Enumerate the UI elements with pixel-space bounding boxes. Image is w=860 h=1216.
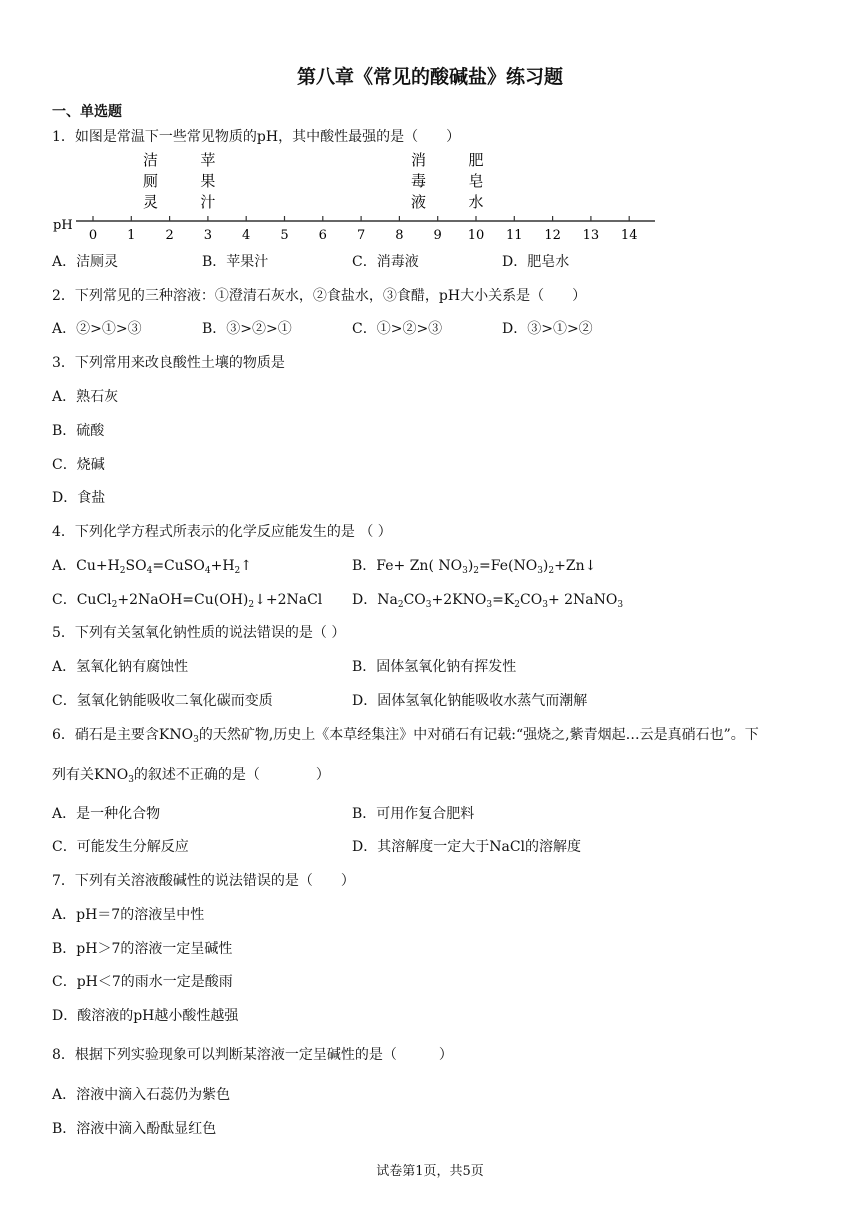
q1-option-b: B．苹果汁 — [202, 254, 269, 270]
formula-subscript: 3 — [462, 566, 468, 576]
ph-ticks — [89, 216, 638, 243]
question-4-stem: 4．下列化学方程式所表示的化学反应能发生的是 （ ） — [52, 524, 392, 540]
ph-marker-label: 灵 — [142, 193, 158, 211]
q5-option-c: C．氢氧化钠能吸收二氧化碳而变质 — [52, 693, 273, 709]
q7-option-c: C．pH＜7的雨水一定是酸雨 — [52, 974, 233, 990]
q4-option-c: C．$CuCl_2+2NaOH=Cu(OH)_2↓+2NaCl$ — [52, 592, 323, 610]
ph-marker-label: 肥 — [468, 151, 484, 169]
ph-tick-label: 2 — [165, 228, 174, 243]
ph-marker-label: 果 — [200, 172, 216, 190]
question-2-stem: 2．下列常见的三种溶液：①澄清石灰水，②食盐水，③食醋，pH大小关系是（ ） — [52, 288, 587, 304]
ph-tick-label: 5 — [280, 228, 289, 243]
page-footer: 试卷第1页，共5页 — [376, 1164, 484, 1179]
question-6-stem-line2: 列有关$KNO_3$的叙述不正确的是（ ） — [52, 767, 330, 785]
q6-option-b: B．可用作复合肥料 — [352, 806, 475, 822]
q3-option-c: C．烧碱 — [52, 457, 105, 473]
formula-subscript: 2 — [248, 600, 255, 610]
ph-tick-label: 9 — [433, 228, 442, 243]
formula-subscript: 4 — [204, 566, 211, 576]
ph-tick-label: 8 — [395, 228, 404, 243]
section-heading: 一、单选题 — [52, 104, 122, 120]
ph-marker-label: 洁 — [142, 151, 158, 169]
page-title: 第八章《常见的酸碱盐》练习题 — [296, 66, 563, 88]
q6-option-c: C．可能发生分解反应 — [52, 839, 189, 855]
ph-marker-label: 消 — [411, 151, 427, 169]
formula-subscript: 3 — [193, 735, 199, 745]
q2-option-b: B．③>②>① — [202, 321, 292, 337]
ph-tick-label: 14 — [620, 228, 638, 243]
question-7-stem: 7．下列有关溶液酸碱性的说法错误的是（ ） — [52, 873, 355, 889]
q1-option-c: C．消毒液 — [352, 254, 419, 270]
ph-tick-label: 12 — [544, 228, 561, 243]
ph-tick-label: 0 — [88, 228, 98, 243]
ph-marker-label: 苹 — [200, 151, 216, 169]
q4-option-d: D．$Na_2CO_3+2KNO_3=K_2CO_3+$ 2NaNO$_3$ — [352, 592, 624, 610]
formula-subscript: 3 — [486, 600, 493, 610]
q7-option-a: A．pH＝7的溶液呈中性 — [52, 907, 205, 923]
ph-tick-label: 13 — [582, 228, 600, 243]
q8-option-a: A．溶液中滴入石蕊仍为紫色 — [52, 1087, 231, 1103]
ph-marker-label: 液 — [411, 193, 427, 211]
formula-subscript: 2 — [397, 600, 404, 610]
ph-tick-label: 1 — [127, 228, 136, 243]
ph-tick-label: 7 — [356, 228, 366, 243]
formula-subscript: 2 — [234, 566, 241, 576]
q7-option-b: B．pH＞7的溶液一定呈碱性 — [52, 941, 233, 957]
ph-marker-label: 汁 — [200, 193, 216, 211]
formula-subscript: 3 — [617, 600, 624, 610]
formula-subscript: 2 — [514, 600, 520, 610]
ph-tick-label: 3 — [203, 228, 213, 243]
formula-subscript: 3 — [537, 566, 543, 576]
q5-option-b: B．固体氢氧化钠有挥发性 — [352, 659, 517, 675]
ph-marker-label: 水 — [468, 193, 484, 211]
q1-option-d: D．肥皂水 — [502, 254, 570, 270]
question-3-stem: 3．下列常用来改良酸性土壤的物质是 — [52, 355, 285, 371]
ph-markers — [143, 151, 484, 211]
formula-subscript: 3 — [542, 600, 548, 610]
ph-tick-label: 11 — [506, 228, 523, 243]
formula-subscript: 2 — [111, 600, 118, 610]
ph-axis-label: pH — [53, 218, 73, 233]
q2-option-a: A．②>①>③ — [52, 321, 142, 337]
ph-tick-label: 4 — [242, 228, 251, 243]
q7-option-d: D．酸溶液的pH越小酸性越强 — [52, 1008, 239, 1024]
q5-option-d: D．固体氢氧化钠能吸收水蒸气而潮解 — [352, 693, 588, 709]
formula-subscript: 2 — [548, 566, 555, 576]
formula-subscript: 3 — [425, 600, 432, 610]
ph-tick-label: 6 — [318, 228, 327, 243]
question-1-stem: 1．如图是常温下一些常见物质的pH，其中酸性最强的是（ ） — [52, 129, 461, 145]
formula-subscript: 4 — [146, 566, 153, 576]
q4-option-b: B．Fe+ Zn( $NO_3)_2=Fe(NO_3)_2+Zn↓$ — [352, 558, 597, 576]
formula-subscript: 2 — [119, 566, 126, 576]
q6-option-d: D．其溶解度一定大于NaCl的溶解度 — [352, 839, 582, 855]
question-5-stem: 5．下列有关氢氧化钠性质的说法错误的是（ ） — [52, 625, 346, 641]
q5-option-a: A．氢氧化钠有腐蚀性 — [52, 659, 189, 675]
q3-option-b: B．硫酸 — [52, 423, 105, 439]
ph-tick-label: 10 — [467, 228, 485, 243]
ph-marker-label: 厕 — [142, 172, 158, 190]
q3-option-d: D．食盐 — [52, 490, 106, 506]
ph-marker-label: 毒 — [411, 172, 427, 190]
q8-option-b: B．溶液中滴入酚酞显红色 — [52, 1121, 217, 1137]
q6-option-a: A．是一种化合物 — [52, 806, 161, 822]
q4-option-a: A．$Cu+H_2SO_4=CuSO_4+H_2↑$ — [52, 558, 253, 576]
q1-option-a: A．洁厕灵 — [52, 254, 119, 270]
q2-option-d: D．③>①>② — [502, 321, 593, 337]
ph-marker-label: 皂 — [468, 172, 484, 190]
formula-subscript: 2 — [473, 566, 480, 576]
q2-option-c: C．①>②>③ — [352, 321, 443, 337]
ph-scale-figure — [48, 148, 668, 248]
question-8-stem: 8．根据下列实验现象可以判断某溶液一定呈碱性的是（ ） — [52, 1047, 453, 1063]
q3-option-a: A．熟石灰 — [52, 389, 119, 405]
formula-subscript: 3 — [128, 775, 134, 785]
question-6-stem-line1: 6．硝石是主要含$KNO_3$的天然矿物,历史上《本草经集注》中对硝石有记载:“强烧之,紫青烟起…云是真硝石也”。下 — [52, 727, 759, 745]
